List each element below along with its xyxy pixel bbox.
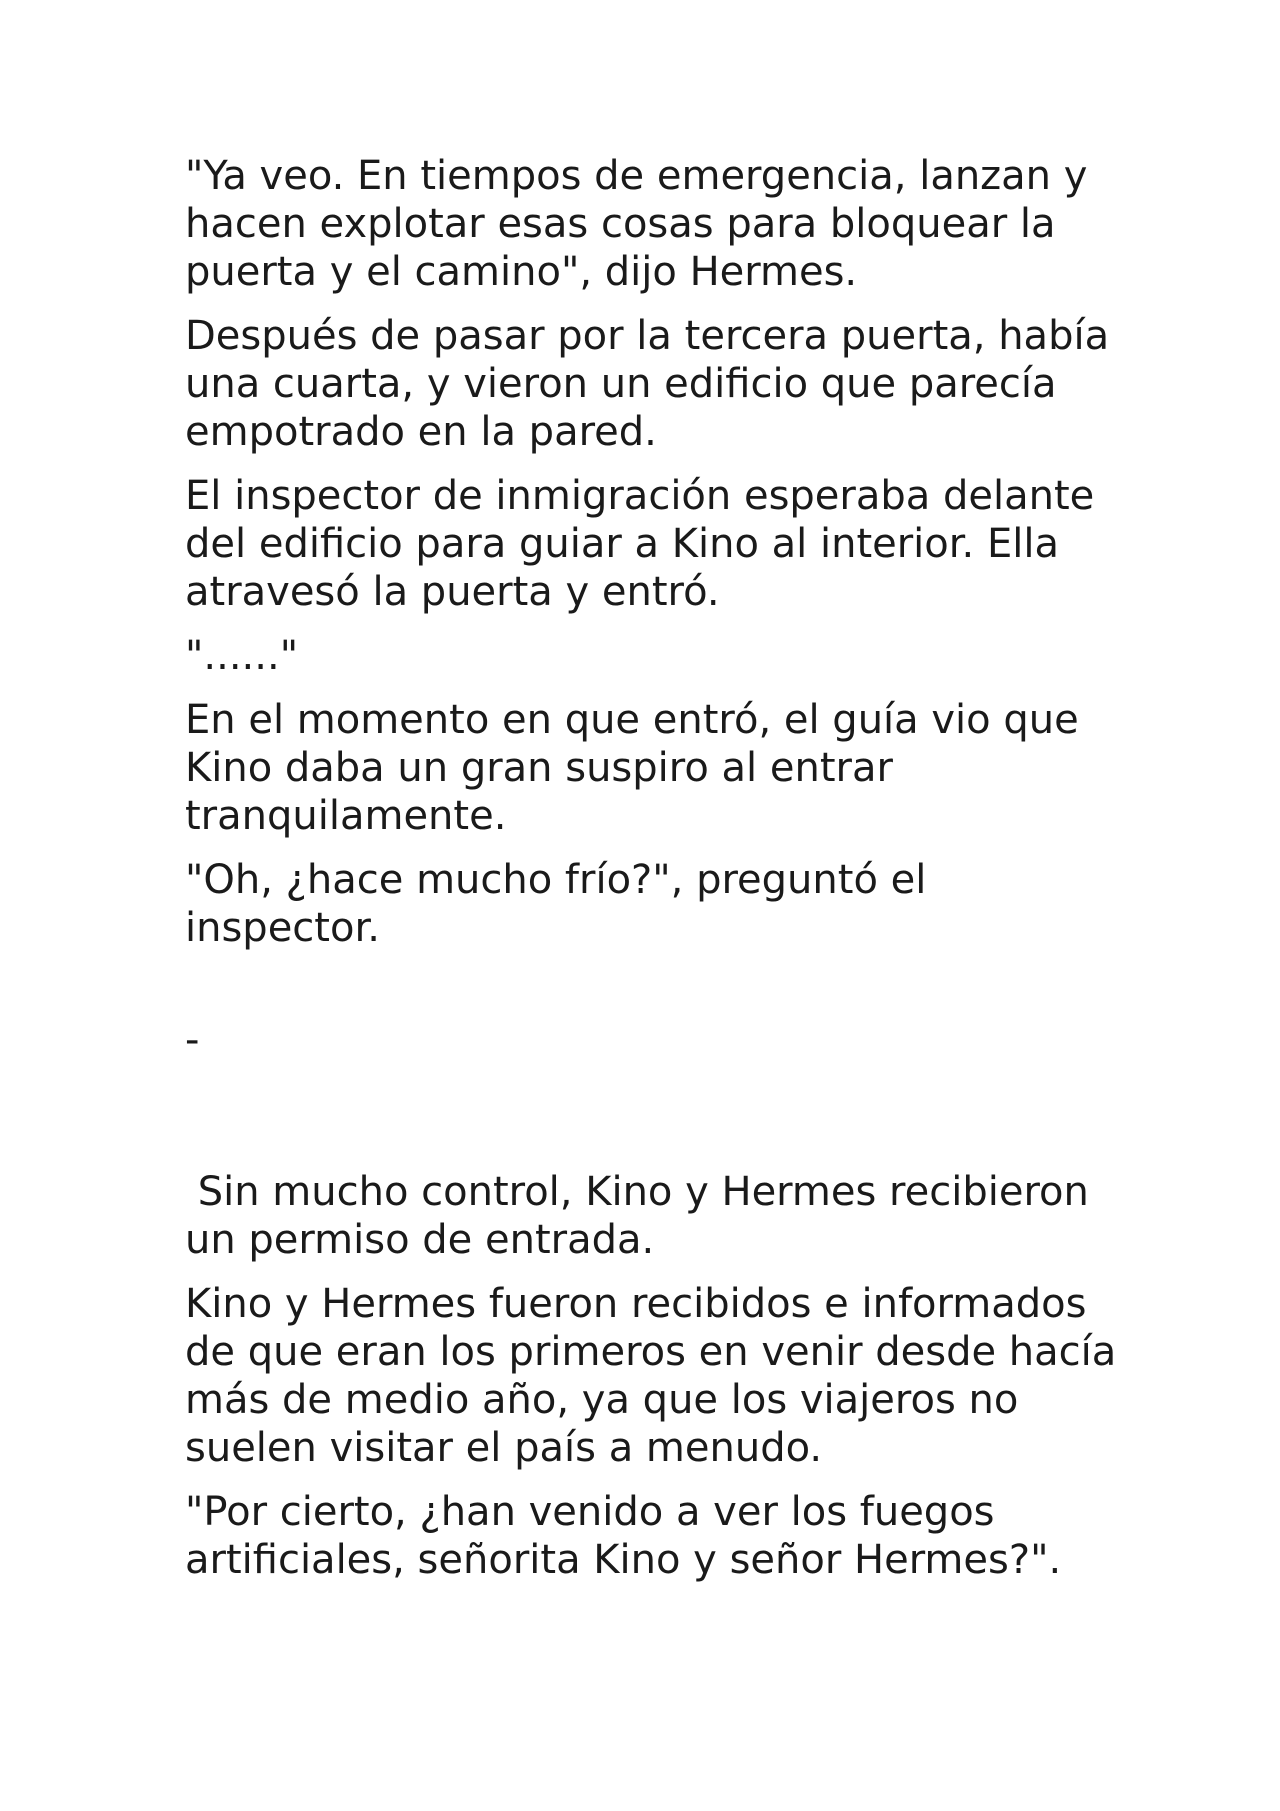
paragraph: "Oh, ¿hace mucho frío?", preguntó el inspector. (185, 857, 927, 951)
paragraph: "Por cierto, ¿han venido a ver los fuegos artificiales, señorita Kino y señor Hermes?". (185, 1489, 1062, 1583)
paragraph: En el momento en que entró, el guía vio que Kino daba un gran suspiro al entrar tranquilamente. (185, 697, 1079, 839)
body-text (185, 152, 1125, 1600)
paragraph: "Ya veo. En tiempos de emergencia, lanzan y hacen explotar esas cosas para bloquear la puerta y el camino", dijo Hermes. (185, 153, 1088, 295)
scene-separator: - (185, 1017, 200, 1063)
paragraph: Sin mucho control, Kino y Hermes recibieron un permiso de entrada. (185, 1169, 1102, 1263)
paragraph: Kino y Hermes fueron recibidos e informados de que eran los primeros en venir desde hacía más de medio año, ya que los viajeros no suelen visitar el país a menudo. (185, 1281, 1117, 1471)
paragraph: "......" (185, 633, 299, 679)
paragraph: Después de pasar por la tercera puerta, había una cuarta, y vieron un edificio que parecía empotrado en la pared. (185, 313, 1110, 455)
paragraph: El inspector de inmigración esperaba delante del edificio para guiar a Kino al interior. Ella atravesó la puerta y entró. (185, 473, 1095, 615)
